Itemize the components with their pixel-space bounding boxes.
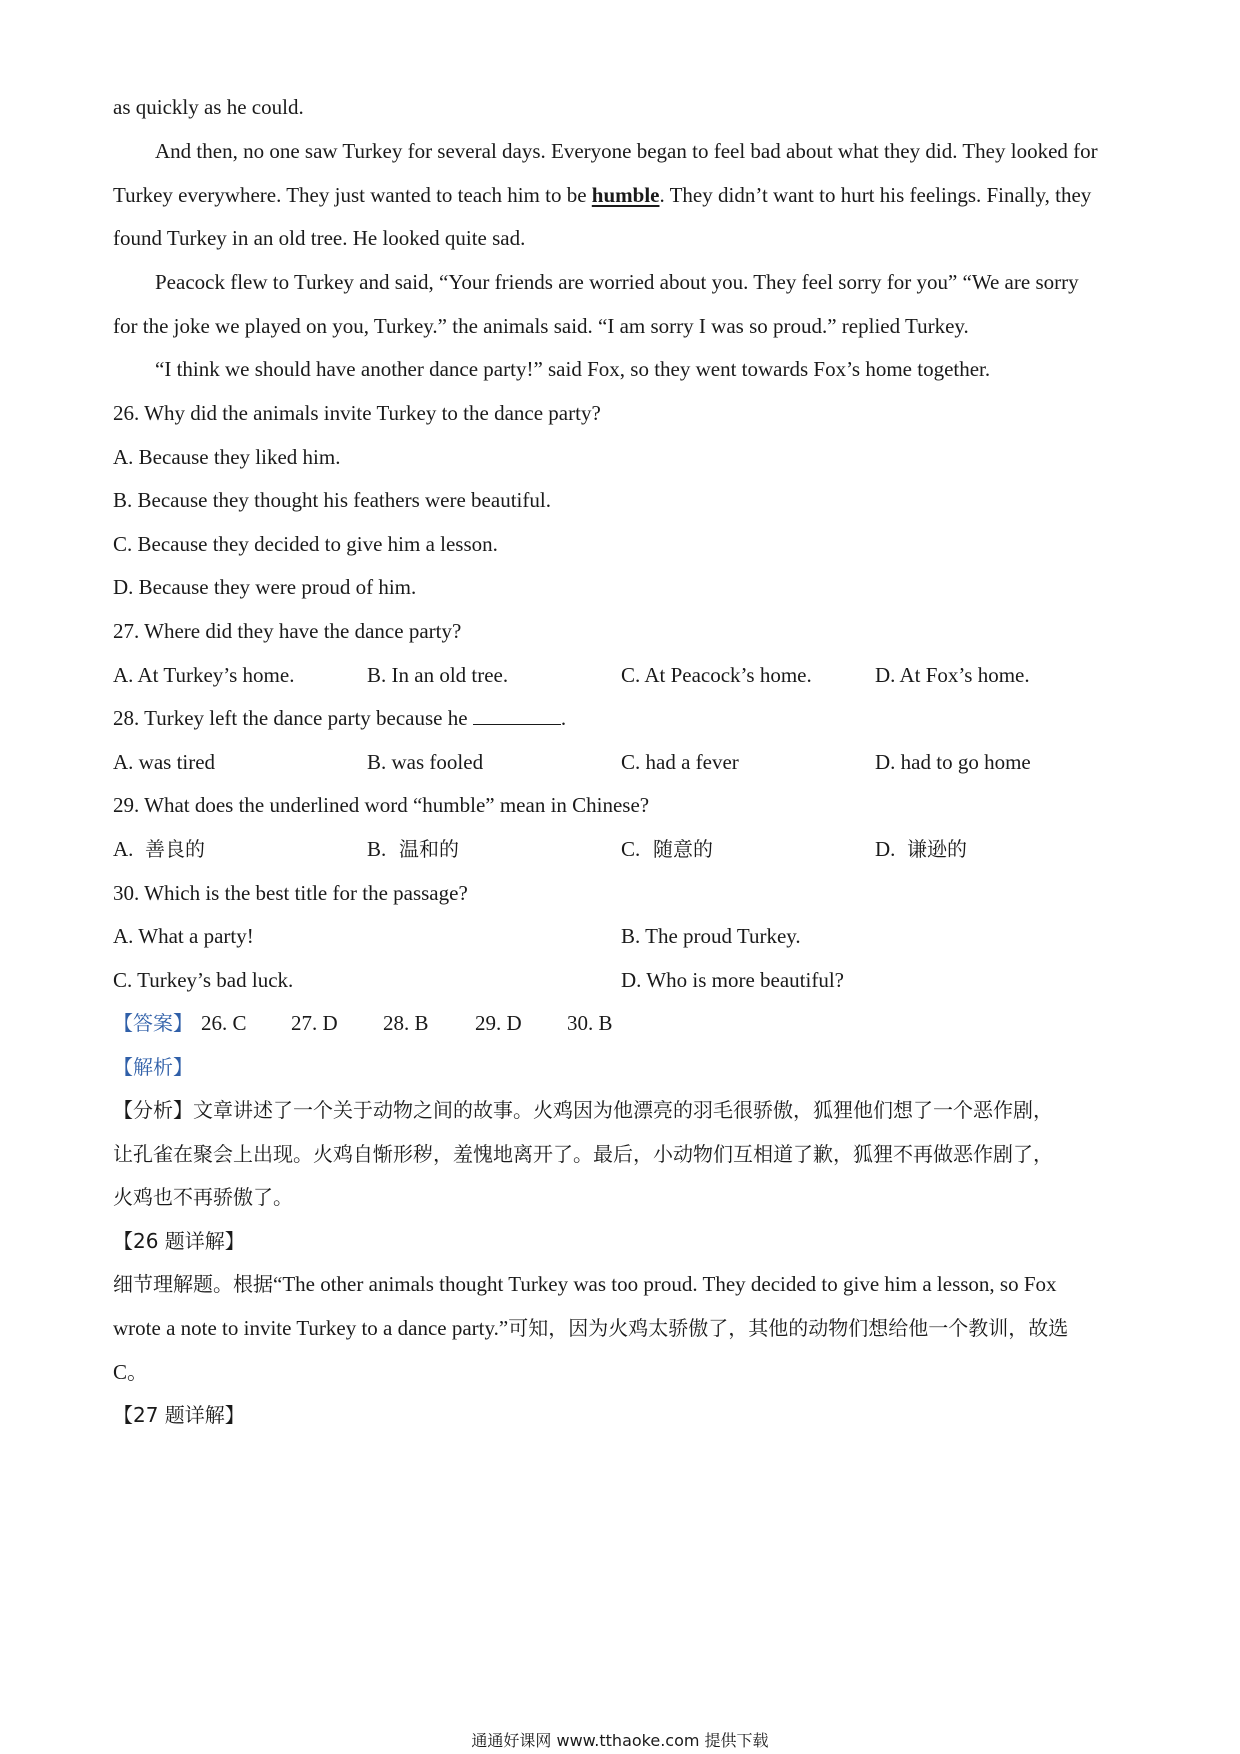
section-label: 【27 题详解】 xyxy=(113,1403,245,1427)
quote-text: “The other animals thought Turkey was too proud. They decided to give him a lesson, so Fox xyxy=(273,1272,1057,1296)
option-text: 温和的 xyxy=(399,837,459,861)
option: B. The proud Turkey. xyxy=(621,924,801,948)
option: C. had a fever xyxy=(621,750,739,774)
analysis-line: 让孔雀在聚会上出现。火鸡自惭形秽，羞愧地离开了。最后，小动物们互相道了歉，狐狸不再做恶作剧了， xyxy=(113,1142,1053,1166)
option: D. At Fox’s home. xyxy=(875,663,1030,687)
option: A. What a party! xyxy=(113,924,254,948)
analysis-line xyxy=(113,1269,1133,1299)
option: D. Who is more beautiful? xyxy=(621,968,844,992)
section-label: 【26 题详解】 xyxy=(113,1229,245,1253)
explanation-text: 可知，因为火鸡太骄傲了，其他的动物们想给他一个教训，故选 xyxy=(508,1316,1069,1340)
analysis-line: 火鸡也不再骄傲了。 xyxy=(113,1185,293,1209)
option: D. Because they were proud of him. xyxy=(113,575,417,599)
question-stem: 27. Where did they have the dance party? xyxy=(113,619,462,643)
answer-item: 27. D xyxy=(291,1011,338,1035)
passage-line: And then, no one saw Turkey for several days. Everyone began to feel bad about what they did. They looked for xyxy=(155,139,1098,163)
quote-text: wrote a note to invite Turkey to a dance party.” xyxy=(113,1316,509,1340)
answer-item: 30. B xyxy=(567,1011,613,1035)
explanation-text: 细节理解题。根据 xyxy=(113,1272,273,1296)
passage-line: for the joke we played on you, Turkey.” the animals said. “I am sorry I was so proud.” replied Turkey. xyxy=(113,314,969,338)
passage-line xyxy=(113,180,1133,210)
question-stem: 30. Which is the best title for the passage? xyxy=(113,881,468,905)
option: A. was tired xyxy=(113,750,216,774)
option: C. Because they decided to give him a lesson. xyxy=(113,532,498,556)
analysis-line: C。 xyxy=(113,1360,149,1384)
analysis-label: 【解析】 xyxy=(113,1055,193,1079)
page-footer: 通通好课网 www.tthaoke.com 提供下载 xyxy=(471,1731,769,1750)
stem-text: 28. Turkey left the dance party because he xyxy=(113,706,473,730)
analysis-line xyxy=(113,1313,1133,1343)
passage-line: “I think we should have another dance party!” said Fox, so they went towards Fox’s home together. xyxy=(155,357,991,381)
underlined-word: humble xyxy=(591,183,660,207)
passage-line: Peacock flew to Turkey and said, “Your friends are worried about you. They feel sorry for you” “We are sorry xyxy=(155,270,1079,294)
option-letter: A. xyxy=(113,837,134,861)
option: B. was fooled xyxy=(367,750,484,774)
option: C. Turkey’s bad luck. xyxy=(113,968,294,992)
option: A. At Turkey’s home. xyxy=(113,663,295,687)
answer-item: 28. B xyxy=(383,1011,429,1035)
option: B. In an old tree. xyxy=(367,663,509,687)
option: D. had to go home xyxy=(875,750,1031,774)
passage-text: . They didn’t want to hurt his feelings. Finally, they xyxy=(659,183,1092,207)
passage-line: as quickly as he could. xyxy=(113,95,304,119)
answer-blank xyxy=(473,706,561,725)
answer-item: 26. C xyxy=(201,1011,247,1035)
option-letter: D. xyxy=(875,837,896,861)
option-text: 谦逊的 xyxy=(907,837,967,861)
stem-text: . xyxy=(560,706,567,730)
summary-text: 文章讲述了一个关于动物之间的故事。火鸡因为他漂亮的羽毛很骄傲，狐狸他们想了一个恶作剧， xyxy=(193,1098,1053,1122)
answer-item: 29. D xyxy=(475,1011,522,1035)
question-stem xyxy=(113,703,1133,733)
question-stem: 26. Why did the animals invite Turkey to the dance party? xyxy=(113,401,601,425)
passage-line: found Turkey in an old tree. He looked quite sad. xyxy=(113,226,526,250)
option-text: 善良的 xyxy=(145,837,205,861)
question-stem: 29. What does the underlined word “humble” mean in Chinese? xyxy=(113,793,650,817)
option: C. At Peacock’s home. xyxy=(621,663,812,687)
option-text: 随意的 xyxy=(653,837,713,861)
option-letter: C. xyxy=(621,837,641,861)
passage-text: Turkey everywhere. They just wanted to teach him to be xyxy=(113,183,592,207)
option: B. Because they thought his feathers were beautiful. xyxy=(113,488,551,512)
option-letter: B. xyxy=(367,837,387,861)
analysis-line xyxy=(113,1095,1133,1125)
option: A. Because they liked him. xyxy=(113,445,341,469)
answer-label: 【答案】 xyxy=(113,1011,193,1035)
summary-label: 【分析】 xyxy=(113,1098,193,1122)
